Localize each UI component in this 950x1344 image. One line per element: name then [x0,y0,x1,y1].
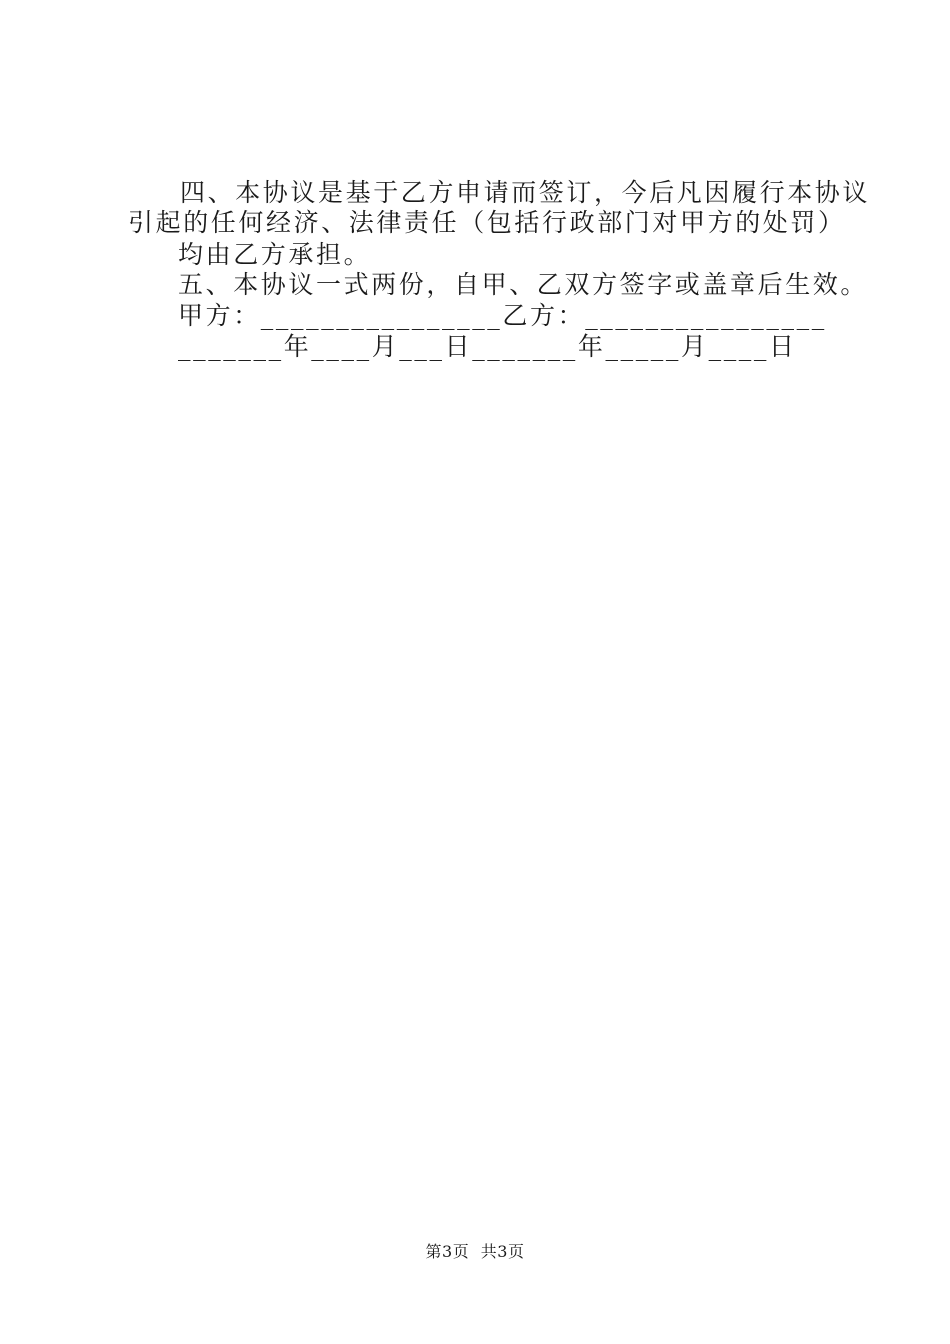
page-number: 第3页 [425,1242,470,1261]
date-line: _______年____月___日_______年_____月____日 [178,332,797,361]
clause-five: 五、本协议一式两份，自甲、乙双方签字或盖章后生效。 [178,270,869,299]
clause-four-line-2: 引起的任何经济、法律责任（包括行政部门对甲方的处罚） [128,208,846,237]
clause-four-line-3: 均由乙方承担。 [178,240,372,269]
page-total: 共3页 [480,1242,525,1261]
page-footer [0,1241,950,1263]
signature-line: 甲方：________________乙方：________________ [178,301,827,330]
clause-four-line-1: 四、本协议是基于乙方申请而签订，今后凡因履行本协议 [180,178,871,207]
